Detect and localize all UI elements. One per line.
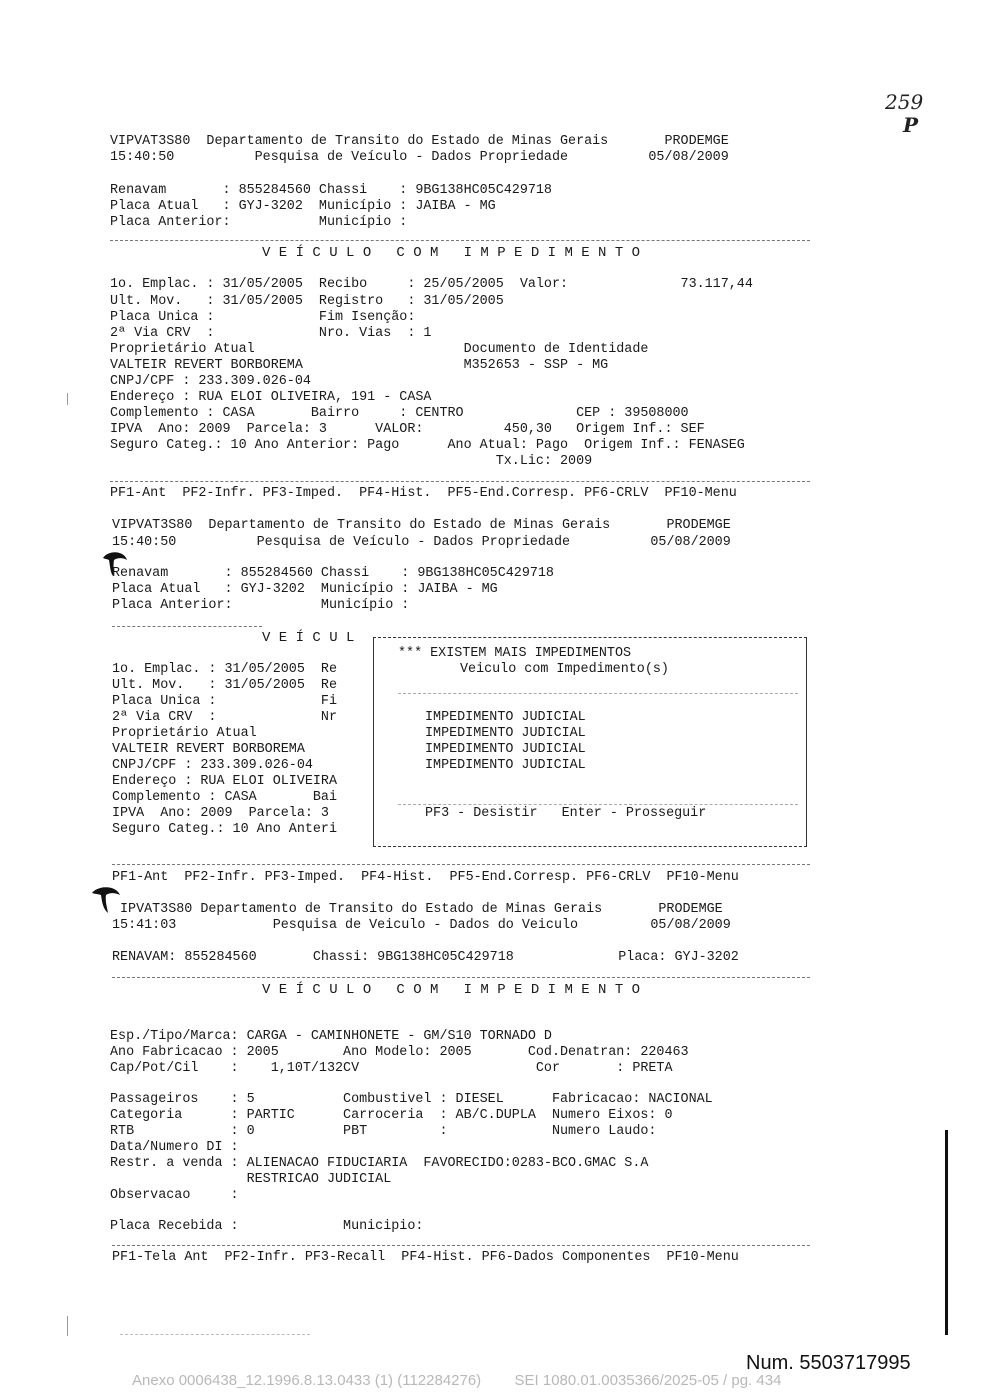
screen1-row-seguro: Seguro Categ.: 10 Ano Anterior: Pago Ano Atual: Pago Origem Inf.: FENASEG <box>110 438 745 453</box>
screen3-detail-row: Restr. a venda : ALIENACAO FIDUCIARIA FAVORECIDO:0283-BCO.GMAC S.A <box>110 1156 649 1171</box>
screen1-row-owner-name: VALTEIR REVERT BORBOREMA M352653 - SSP - MG <box>110 358 609 373</box>
scan-mark <box>120 1334 310 1335</box>
screen1-placa-anterior-line: Placa Anterior: Município : <box>110 215 408 230</box>
screen1-renavam-line: Renavam : 855284560 Chassi : 9BG138HC05C429718 <box>110 183 552 198</box>
screen1-placa-line: Placa Atual : GYJ-3202 Município : JAIBA - MG <box>110 199 496 214</box>
screen2-function-keys: PF1-Ant PF2-Infr. PF3-Imped. PF4-Hist. PF5-End.Corresp. PF6-CRLV PF10-Menu <box>112 870 739 885</box>
screen3-detail-row: Data/Numero DI : <box>110 1140 239 1155</box>
screen1-row-ultmov: Ult. Mov. : 31/05/2005 Registro : 31/05/2005 <box>110 294 504 309</box>
dialog-actions[interactable]: PF3 - Desistir Enter - Prosseguir <box>425 806 707 821</box>
screen2-left-row: Proprietário Atual <box>112 726 257 741</box>
dialog-impediment-item[interactable]: IMPEDIMENTO JUDICIAL <box>425 726 586 741</box>
screen3-function-keys: PF1-Tela Ant PF2-Infr. PF3-Recall PF4-Hist. PF6-Dados Componentes PF10-Menu <box>112 1250 739 1265</box>
screen2-header-line1: VIPVAT3S80 Departamento de Transito do Estado de Minas Gerais PRODEMGE <box>112 518 731 533</box>
screen2-left-row: Complemento : CASA Bai <box>112 790 337 805</box>
dialog-bottom-border <box>373 846 807 847</box>
screen2-placa-anterior-line: Placa Anterior: Município : <box>112 598 410 613</box>
screen1-row-emplac: 1o. Emplac. : 31/05/2005 Recibo : 25/05/2005 Valor: 73.117,44 <box>110 277 753 292</box>
screen2-placa-line: Placa Atual : GYJ-3202 Município : JAIBA - MG <box>112 582 498 597</box>
screen1-function-keys: PF1-Ant PF2-Infr. PF3-Imped. PF4-Hist. PF5-End.Corresp. PF6-CRLV PF10-Menu <box>110 486 737 501</box>
screen1-row-proprietario: Proprietário Atual Documento de Identidade <box>110 342 649 357</box>
screen3-detail-row: Esp./Tipo/Marca: CARGA - CAMINHONETE - GM/S10 TORNADO D <box>110 1029 552 1044</box>
handwritten-mark: P <box>903 113 919 137</box>
divider <box>110 240 810 241</box>
screen2-renavam-line: Renavam : 855284560 Chassi : 9BG138HC05C429718 <box>112 566 554 581</box>
screen1-impediment-banner: V E Í C U L O C O M I M P E D I M E N T O <box>262 245 641 261</box>
divider <box>398 693 798 694</box>
screen1-row-placa-unica: Placa Unica : Fim Isenção: <box>110 310 416 325</box>
screen3-detail-row: RTB : 0 PBT : Numero Laudo: <box>110 1124 657 1139</box>
screen2-left-row: 1o. Emplac. : 31/05/2005 Re <box>112 662 337 677</box>
screen2-left-row: Seguro Categ.: 10 Ano Anteri <box>112 822 337 837</box>
dialog-impediment-item[interactable]: IMPEDIMENTO JUDICIAL <box>425 742 586 757</box>
screen3-detail-row: Passageiros : 5 Combustivel : DIESEL Fabricacao: NACIONAL <box>110 1092 713 1107</box>
screen2-header-line2: 15:40:50 Pesquisa de Veículo - Dados Propriedade 05/08/2009 <box>112 535 731 550</box>
divider <box>110 481 810 482</box>
scan-mark <box>67 393 68 405</box>
screen2-impediment-banner: V E Í C U L <box>262 630 355 646</box>
document-footer: Anexo 0006438_12.1996.8.13.0433 (1) (112284276) SEI 1080.01.0035366/2025-05 / pg. 434 <box>132 1372 782 1389</box>
divider <box>112 977 810 978</box>
screen3-detail-row: Observacao : <box>110 1188 239 1203</box>
screen1-row-endereco: Endereço : RUA ELOI OLIVEIRA, 191 - CASA <box>110 390 432 405</box>
screen1-row-complemento: Complemento : CASA Bairro : CENTRO CEP : 39508000 <box>110 406 689 421</box>
screen3-impediment-banner: V E Í C U L O C O M I M P E D I M E N T O <box>262 982 641 998</box>
screen3-detail-row: RESTRICAO JUDICIAL <box>110 1172 392 1187</box>
screen1-row-ipva: IPVA Ano: 2009 Parcela: 3 VALOR: 450,30 Origem Inf.: SEF <box>110 422 705 437</box>
screen3-detail-row: Categoria : PARTIC Carroceria : AB/C.DUPLA Numero Eixos: 0 <box>110 1108 673 1123</box>
screen1-row-cpf: CNPJ/CPF : 233.309.026-04 <box>110 374 311 389</box>
screen3-renavam-line: RENAVAM: 855284560 Chassi: 9BG138HC05C429718 Placa: GYJ-3202 <box>112 950 739 965</box>
divider <box>112 864 810 865</box>
screen3-detail-row: Ano Fabricacao : 2005 Ano Modelo: 2005 Cod.Denatran: 220463 <box>110 1045 689 1060</box>
screen2-left-row: IPVA Ano: 2009 Parcela: 3 <box>112 806 329 821</box>
screen2-left-row: Ult. Mov. : 31/05/2005 Re <box>112 678 337 693</box>
dialog-left-border <box>373 637 374 846</box>
screen1-header-line1: VIPVAT3S80 Departamento de Transito do Estado de Minas Gerais PRODEMGE <box>110 134 729 149</box>
screen1-header-line2: 15:40:50 Pesquisa de Veículo - Dados Propriedade 05/08/2009 <box>110 150 729 165</box>
dialog-impediment-item[interactable]: IMPEDIMENTO JUDICIAL <box>425 710 586 725</box>
screen3-header-line1: IPVAT3S80 Departamento de Transito do Estado de Minas Gerais PRODEMGE <box>120 902 723 917</box>
dialog-impediment-item[interactable]: IMPEDIMENTO JUDICIAL <box>425 758 586 773</box>
screen3-header-line2: 15:41:03 Pesquisa de Veiculo - Dados do Veiculo 05/08/2009 <box>112 918 731 933</box>
dialog-top-border <box>373 637 807 638</box>
dialog-title: *** EXISTEM MAIS IMPEDIMENTOS <box>398 646 632 661</box>
screen1-row-via-crv: 2ª Via CRV : Nro. Vias : 1 <box>110 326 432 341</box>
screen3-detail-row: Placa Recebida : Municipio: <box>110 1219 424 1234</box>
screen2-left-row: VALTEIR REVERT BORBOREMA <box>112 742 305 757</box>
scan-edge <box>945 1130 948 1335</box>
divider <box>398 804 798 805</box>
dialog-right-border <box>806 637 807 846</box>
divider <box>112 626 262 627</box>
screen3-detail-row: Cap/Pot/Cil : 1,10T/132CV Cor : PRETA <box>110 1061 673 1076</box>
handwritten-folio: 259 <box>885 90 924 114</box>
screen2-left-row: Endereço : RUA ELOI OLIVEIRA <box>112 774 337 789</box>
screen1-row-txlic: Tx.Lic: 2009 <box>110 454 593 469</box>
screen2-left-row: 2ª Via CRV : Nr <box>112 710 337 725</box>
screen2-left-row: CNPJ/CPF : 233.309.026-04 <box>112 758 313 773</box>
dialog-subtitle: Veiculo com Impedimento(s) <box>460 662 669 677</box>
divider <box>112 1245 810 1246</box>
screen2-left-row: Placa Unica : Fi <box>112 694 337 709</box>
scan-mark <box>67 1316 68 1336</box>
document-number: Num. 5503717995 <box>746 1352 911 1374</box>
punch-hole-mark <box>90 885 124 915</box>
